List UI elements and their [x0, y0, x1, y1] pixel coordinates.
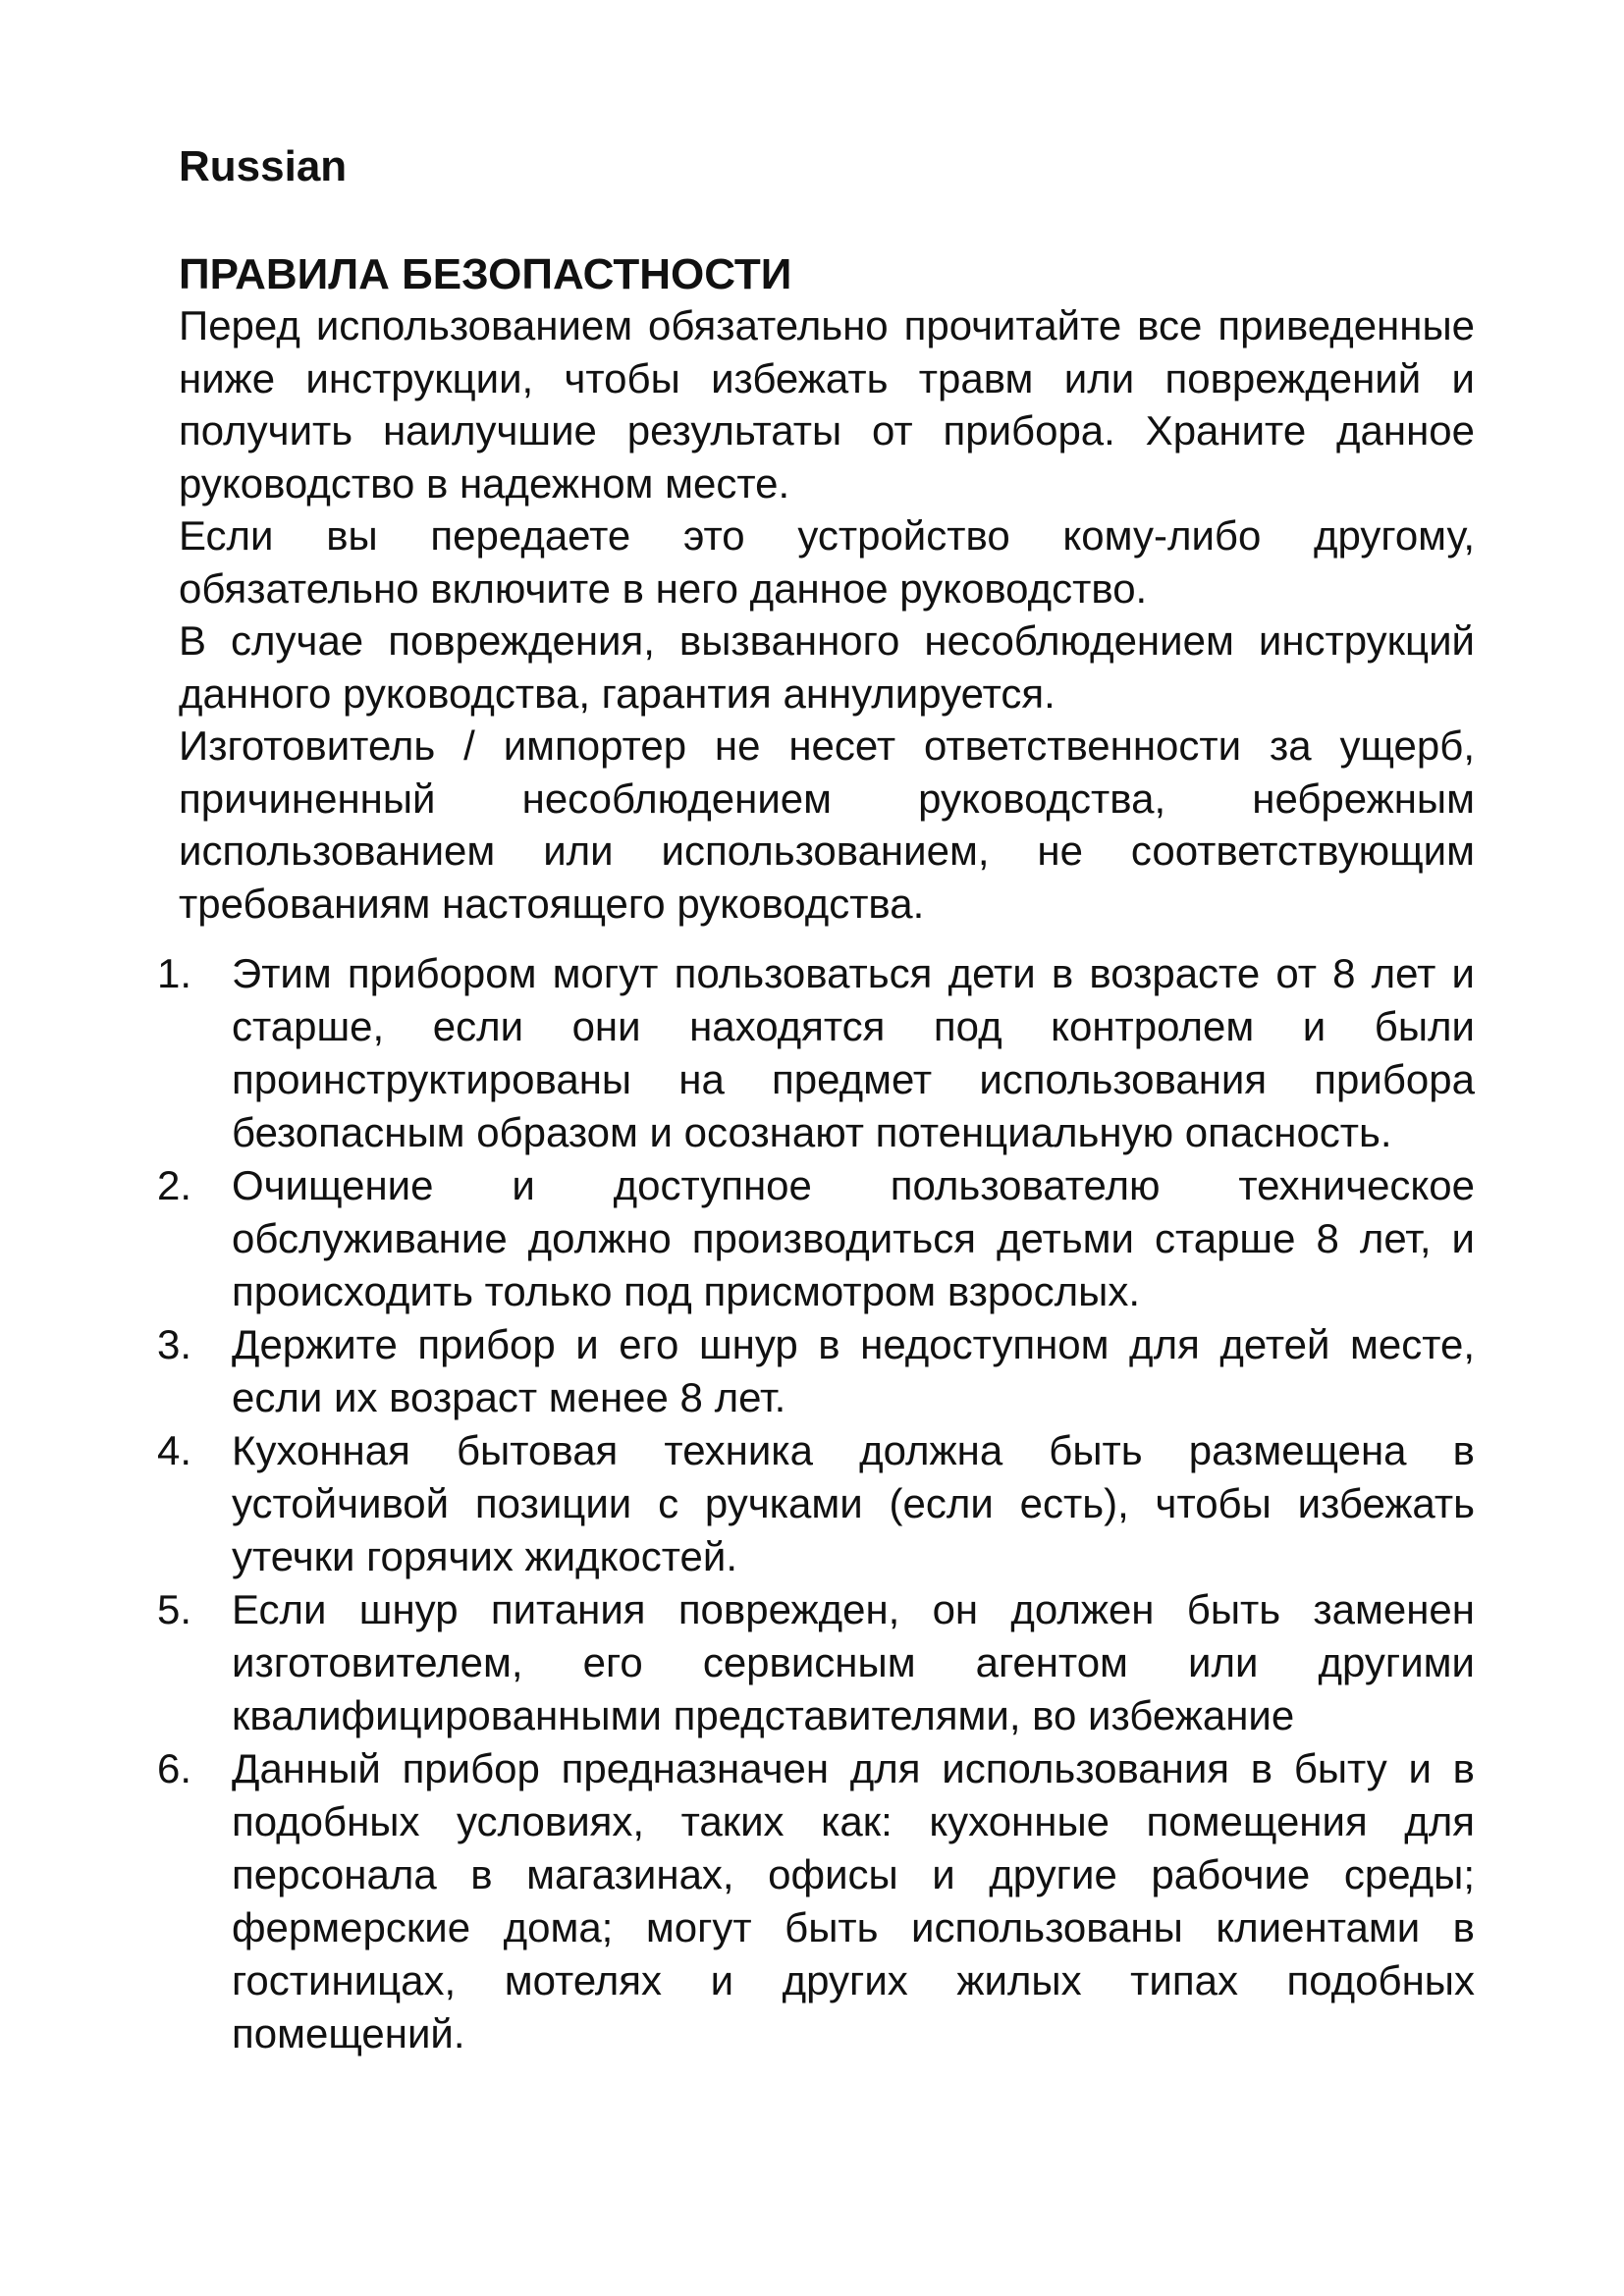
intro-section: [179, 299, 1475, 930]
safety-rules-list: [157, 947, 1475, 2060]
page-title: ПРАВИЛА БЕЗОПАСТНОСТИ: [179, 250, 792, 298]
list-item-number: 2.: [157, 1162, 192, 1208]
list-item: [157, 1159, 1475, 1318]
list-item-number: 1.: [157, 950, 192, 996]
list-item: [157, 1742, 1475, 2060]
intro-paragraph: Если вы передаете это устройство кому-либо другому, обязательно включите в него данное руководство.: [179, 512, 1475, 612]
list-item-text: Этим прибором могут пользоваться дети в возрасте от 8 лет и старше, если они находятся под контролем и были проинструктированы на предмет использования прибора безопасным образом и осознают потенциальную опасность.: [232, 950, 1475, 1155]
list-item: [157, 1583, 1475, 1742]
list-item-text: Кухонная бытовая техника должна быть размещена в устойчивой позиции с ручками (если есть), чтобы избежать утечки горячих жидкостей.: [232, 1427, 1475, 1579]
intro-paragraph: Перед использованием обязательно прочитайте все приведенные ниже инструкции, чтобы избежать травм или повреждений и получить наилучшие результаты от прибора. Храните данное руководство в надежном месте.: [179, 302, 1475, 507]
list-item: [157, 1318, 1475, 1424]
list-item-number: 6.: [157, 1745, 192, 1791]
list-item: [157, 947, 1475, 1159]
list-item-text: Держите прибор и его шнур в недоступном для детей месте, если их возраст менее 8 лет.: [232, 1321, 1475, 1420]
list-item: [157, 1424, 1475, 1583]
list-item-text: Если шнур питания поврежден, он должен быть заменен изготовителем, его сервисным агентом или другими квалифицированными представителями, во избежание: [232, 1586, 1475, 1738]
list-item-text: Данный прибор предназначен для использования в быту и в подобных условиях, таких как: кухонные помещения для персонала в магазинах, офисы и другие рабочие среды; фермерские дома; могут быть использованы клиентами в гостиницах, мотелях и других жилых типах подобных помещений.: [232, 1745, 1475, 2056]
language-label: Russian: [179, 142, 348, 190]
list-item-number: 4.: [157, 1427, 192, 1473]
list-item-number: 5.: [157, 1586, 192, 1632]
list-item-text: Очищение и доступное пользователю техническое обслуживание должно производиться детьми старше 8 лет, и происходить только под присмотром взрослых.: [232, 1162, 1475, 1314]
list-item-number: 3.: [157, 1321, 192, 1367]
intro-paragraph: Изготовитель / импортер не несет ответственности за ущерб, причиненный несоблюдением руководства, небрежным использованием или использованием, не соответствующим требованиям настоящего руководства.: [179, 722, 1475, 927]
intro-paragraph: В случае повреждения, вызванного несоблюдением инструкций данного руководства, гарантия аннулируется.: [179, 617, 1475, 717]
